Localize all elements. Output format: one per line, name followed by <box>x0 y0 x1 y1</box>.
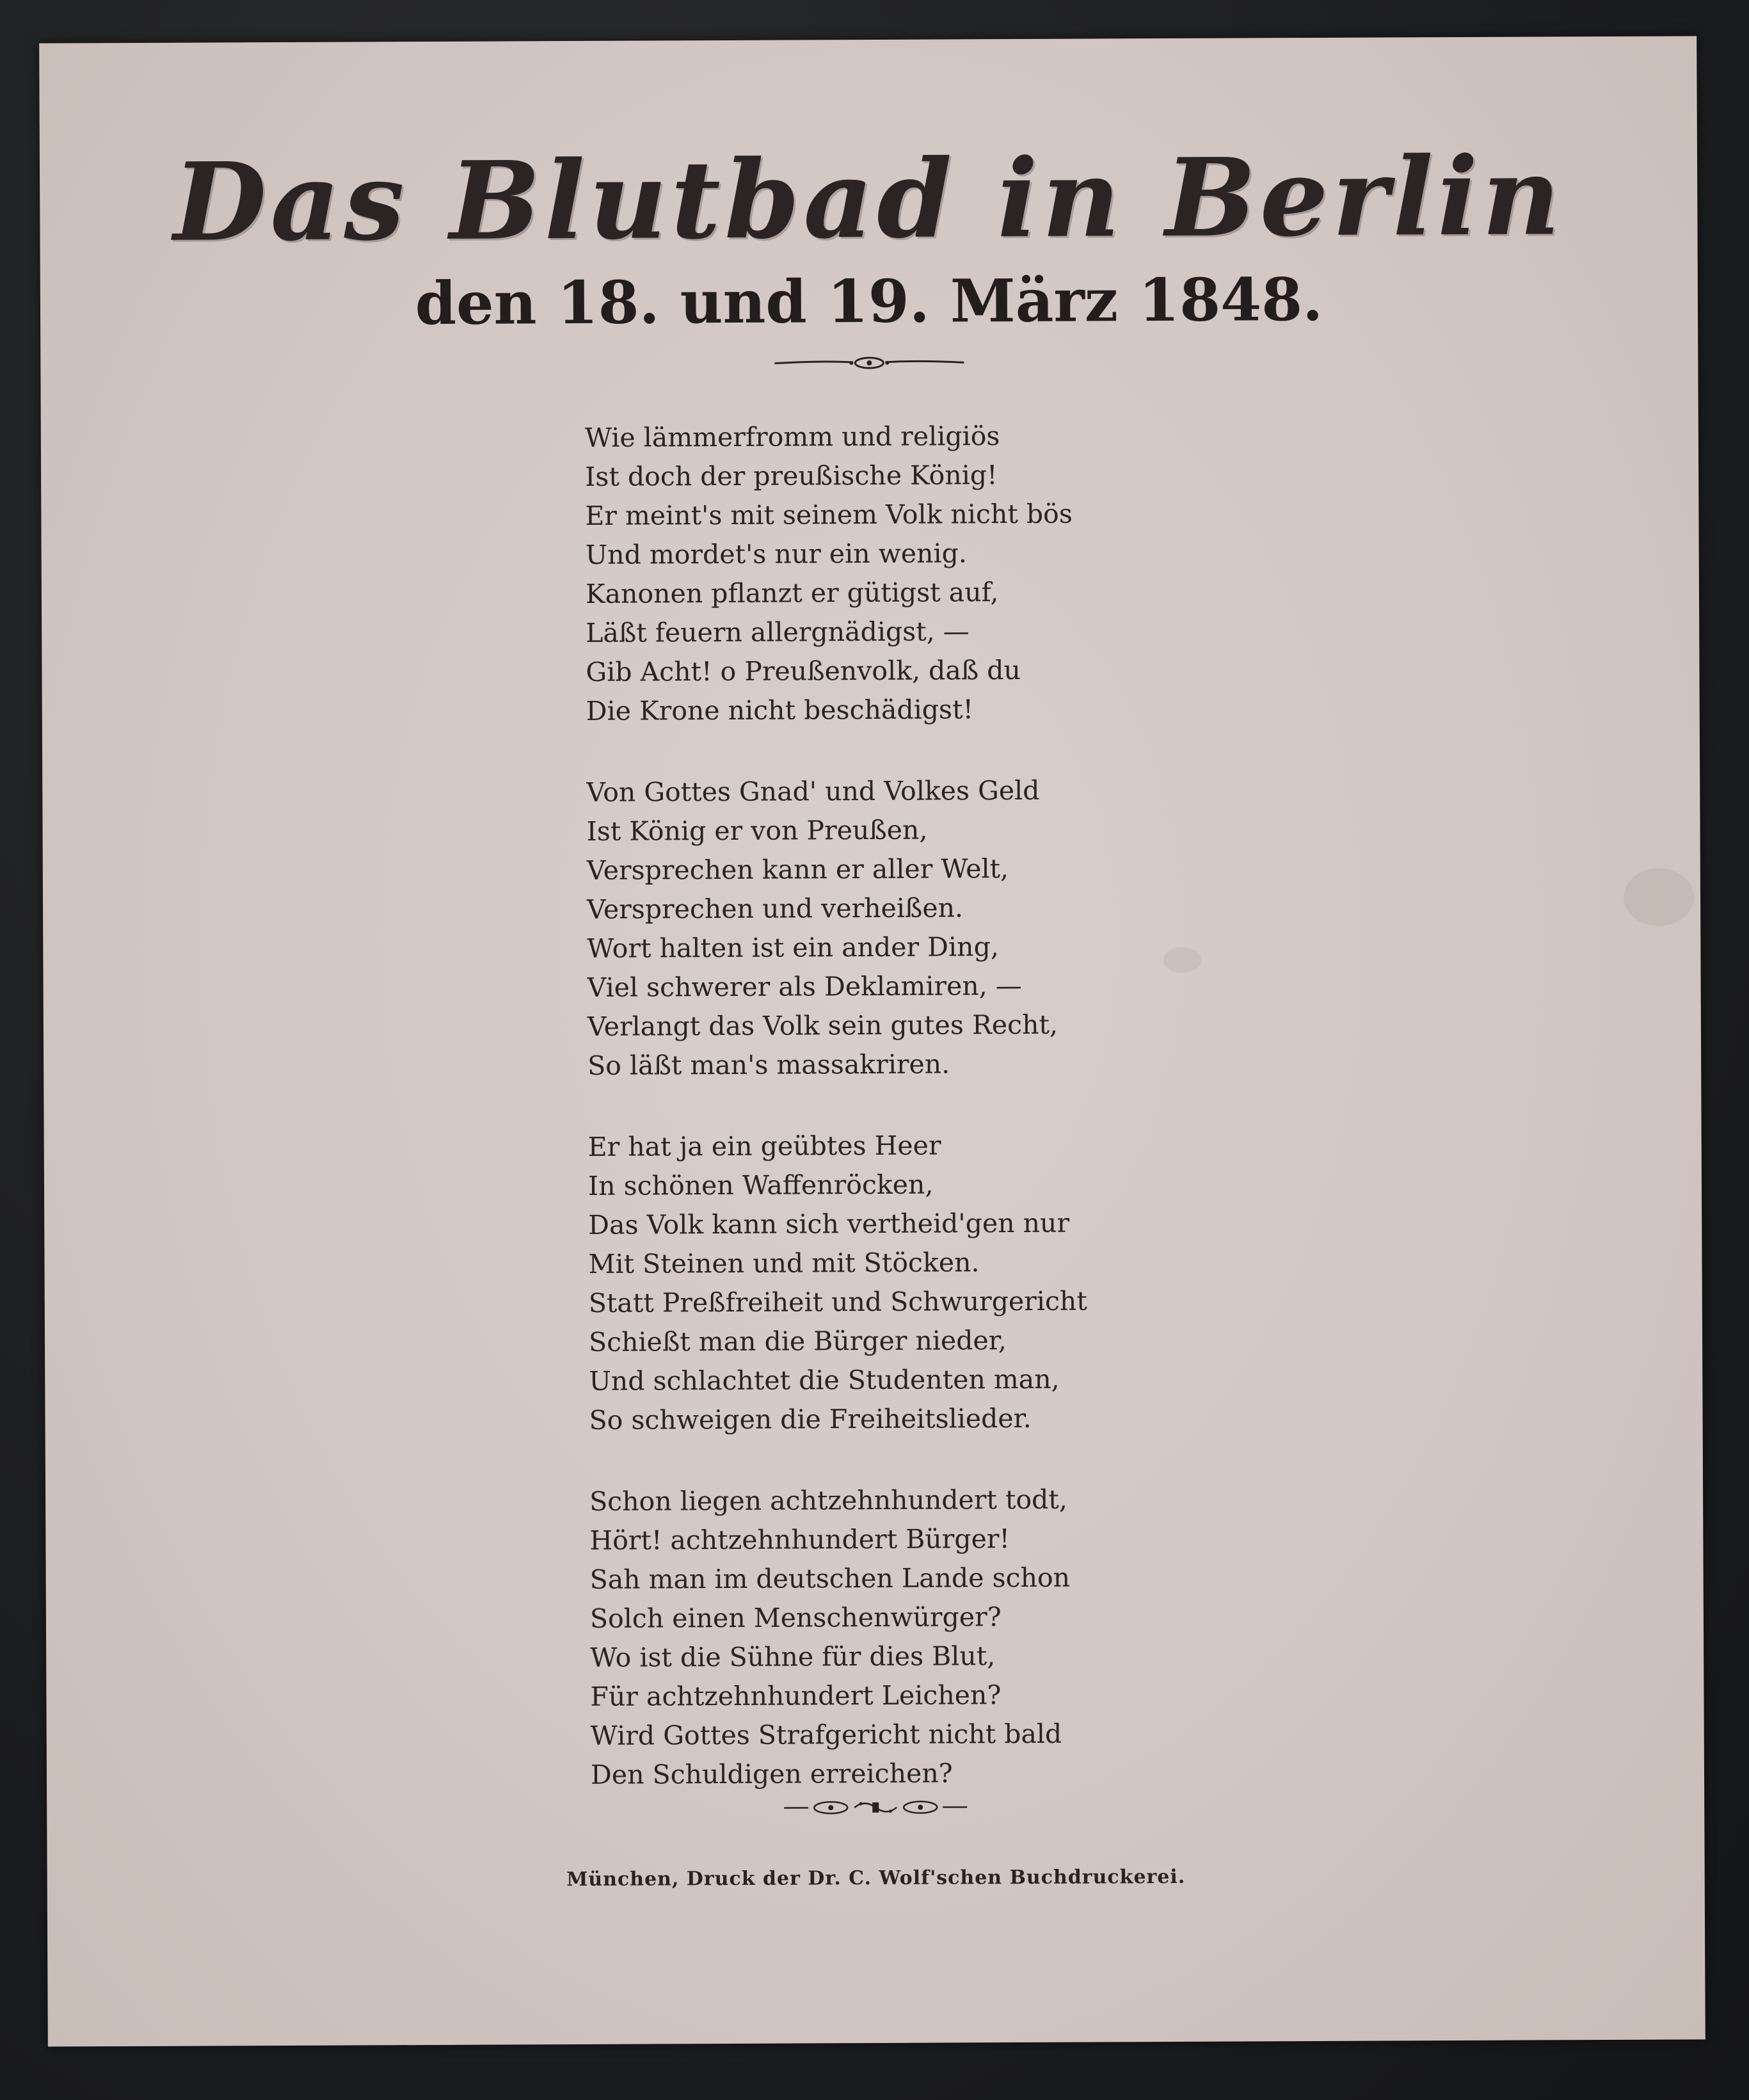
ornament-rule-icon <box>773 353 965 373</box>
poem-line: Gib Acht! o Preußenvolk, daß du <box>586 654 1021 687</box>
poem-line: Statt Preßfreiheit und Schwurgericht <box>588 1285 1087 1319</box>
poem-line: Er hat ja ein geübtes Heer <box>587 1130 941 1162</box>
poem-line: So schweigen die Freiheitslieder. <box>589 1402 1032 1436</box>
poem-line: Das Volk kann sich vertheid'gen nur <box>588 1207 1070 1240</box>
poem-line: Für achtzehnhundert Leichen? <box>590 1679 1002 1712</box>
bottom-ornament-rule <box>47 1793 1704 1825</box>
stanza <box>589 1480 1167 1795</box>
page-subtitle: den 18. und 19. März 1848. <box>415 264 1323 339</box>
top-ornament-rule <box>40 349 1698 379</box>
stanza <box>586 771 1163 1086</box>
poem-line: Schon liegen achtzehnhundert todt, <box>589 1484 1067 1517</box>
poem-line: Ist König er von Preußen, <box>586 814 928 847</box>
poem-line: Schießt man die Bürger nieder, <box>588 1325 1007 1358</box>
page-title: Das Blutbad in Berlin <box>173 132 1565 266</box>
poem-line: Läßt feuern allergnädigst, — <box>586 616 970 648</box>
poem-line: Verlangt das Volk sein gutes Recht, <box>587 1009 1058 1042</box>
stanza <box>588 1125 1165 1440</box>
poem-line: Wo ist die Sühne für dies Blut, <box>590 1640 996 1673</box>
poem-body <box>585 416 1167 1837</box>
poem-line: In schönen Waffenröcken, <box>587 1169 934 1201</box>
poem-line: Und mordet's nur ein wenig. <box>585 538 967 570</box>
poem-line: Wort halten ist ein ander Ding, <box>587 931 999 964</box>
poem-line: So läßt man's massakriren. <box>587 1048 950 1081</box>
poem-line: Viel schwerer als Deklamiren, — <box>587 970 1022 1003</box>
poem-line: Mit Steinen und mit Stöcken. <box>588 1247 980 1279</box>
poem-line: Von Gottes Gnad' und Volkes Geld <box>586 774 1040 808</box>
paper-stain <box>1624 868 1694 926</box>
poem-line: Den Schuldigen erreichen? <box>590 1758 953 1790</box>
poem-line: Wird Gottes Strafgericht nicht bald <box>590 1718 1062 1751</box>
poem-line: Die Krone nicht beschädigst! <box>586 694 974 726</box>
paper-stain <box>1163 947 1201 973</box>
poem-line: Versprechen und verheißen. <box>586 892 964 925</box>
poem-line: Ist doch der preußische König! <box>585 460 998 492</box>
poem-line: Versprechen kann er aller Welt, <box>586 853 1009 886</box>
poem-line: Wie lämmerfromm und religiös <box>584 421 1000 453</box>
stanza <box>585 416 1162 731</box>
poem-line: Hört! achtzehnhundert Bürger! <box>589 1523 1010 1556</box>
printer-imprint: München, Druck der Dr. C. Wolf'schen Buchdruckerei. <box>566 1865 1186 1891</box>
poem-line: Und schlachtet die Studenten man, <box>589 1363 1060 1397</box>
ornament-flourish-icon <box>783 1796 968 1818</box>
poem-line: Kanonen pflanzt er gütigst auf, <box>585 577 999 609</box>
broadside-sheet <box>39 36 1705 2046</box>
poem-line: Er meint's mit seinem Volk nicht bös <box>585 498 1073 531</box>
poem-line: Sah man im deutschen Lande schon <box>589 1562 1071 1595</box>
poem-line: Solch einen Menschenwürger? <box>589 1601 1002 1634</box>
